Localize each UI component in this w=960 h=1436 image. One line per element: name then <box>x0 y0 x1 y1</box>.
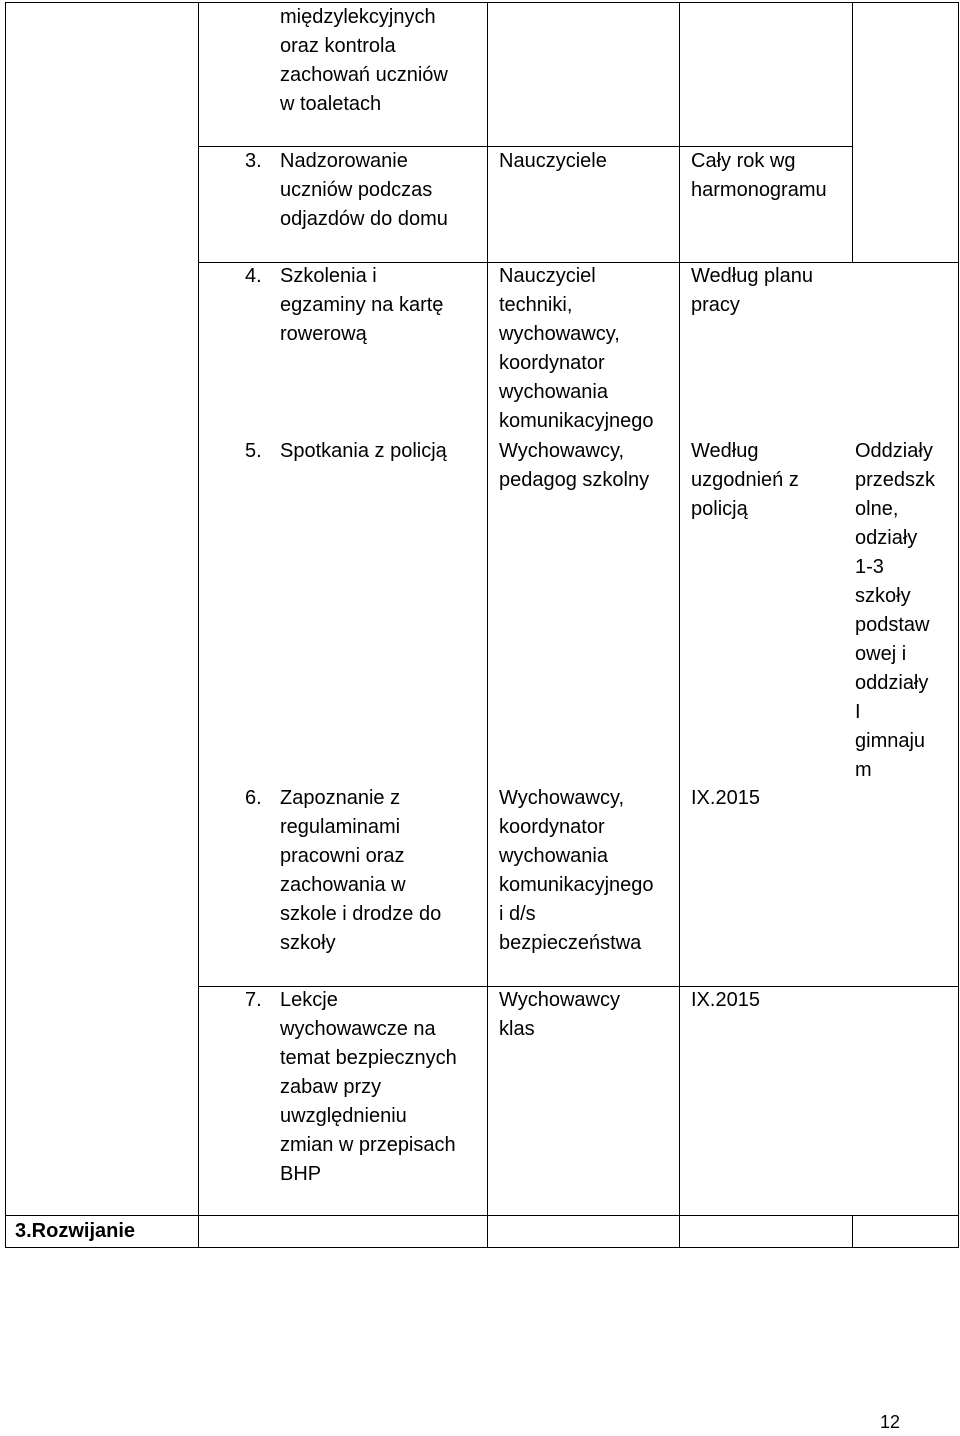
item-text: Szkolenia i egzaminy na kartę rowerową <box>280 265 444 345</box>
section-label: 3.Rozwijanie <box>15 1220 136 1242</box>
row-divider-4 <box>5 1215 959 1216</box>
deadline-text: Według planu pracy <box>691 265 813 316</box>
table-right-border <box>958 2 959 1248</box>
column-divider-3 <box>679 2 680 1248</box>
column-divider-2 <box>487 2 488 1248</box>
table-left-border <box>5 2 6 1248</box>
deadline-text: IX.2015 <box>691 989 760 1011</box>
column-divider-1 <box>198 2 199 1248</box>
item-number: 6. <box>245 787 262 809</box>
responsible-text: Wychowawcy klas <box>499 989 620 1040</box>
responsible-text: Nauczyciele <box>499 150 607 172</box>
item-text: Lekcje wychowawcze na temat bezpiecznych zabaw przy uwzględnieniu zmian w przepisach BHP <box>280 989 457 1185</box>
responsible-text: Wychowawcy, pedagog szkolny <box>499 440 650 491</box>
responsible-text: Wychowawcy, koordynator wychowania komunikacyjnego i d/s bezpieczeństwa <box>499 787 654 954</box>
item-number: 3. <box>245 150 262 172</box>
item-text: międzylekcyjnych oraz kontrola zachowań uczniów w toaletach <box>280 6 448 115</box>
item-number: 7. <box>245 989 262 1011</box>
page-number: 12 <box>880 1412 901 1432</box>
deadline-text: IX.2015 <box>691 787 760 809</box>
column-divider-4-top <box>852 2 853 263</box>
responsible-text: Nauczyciel techniki, wychowawcy, koordynator wychowania komunikacyjnego <box>499 265 654 432</box>
item-text: Zapoznanie z regulaminami pracowni oraz zachowania w szkole i drodze do szkoły <box>280 787 442 954</box>
target-group-text: Oddziały przedszk olne, odziały 1-3 szkoły podstaw owej i oddziały I gimnaju m <box>855 440 936 781</box>
table-bottom-border <box>5 1247 959 1248</box>
item-text: Nadzorowanie uczniów podczas odjazdów do domu <box>280 150 448 230</box>
item-number: 4. <box>245 265 262 287</box>
item-text: Spotkania z policją <box>280 440 447 462</box>
column-divider-4-bottom <box>852 1215 853 1248</box>
table-top-border <box>5 2 959 3</box>
item-number: 5. <box>245 440 262 462</box>
deadline-text: Według uzgodnień z policją <box>691 440 799 520</box>
deadline-text: Cały rok wg harmonogramu <box>691 150 827 201</box>
